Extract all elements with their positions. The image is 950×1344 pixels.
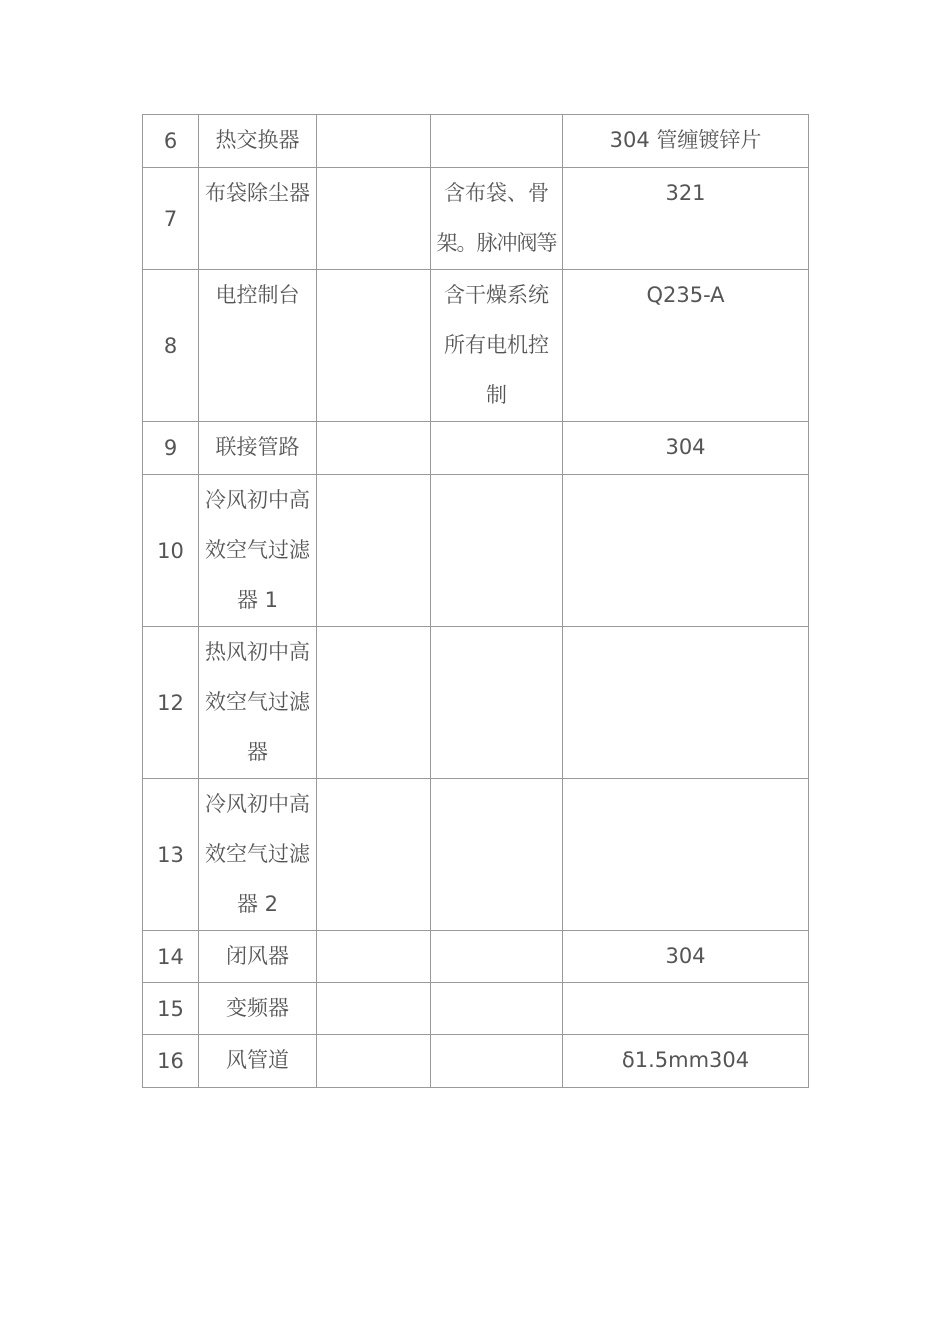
item-material-cell: [563, 779, 809, 931]
item-note-line: 含布袋、骨: [444, 181, 549, 205]
item-name-line: 冷风初中高: [205, 792, 310, 816]
item-name-line: 联接管路: [215, 435, 300, 459]
item-spec-cell: [317, 115, 431, 168]
table-row: [143, 627, 809, 779]
item-name-cell: [199, 115, 317, 168]
item-note-cell: [431, 931, 563, 983]
item-note-cell: [431, 168, 563, 270]
item-note-line: 架。脉冲阀等: [436, 231, 557, 255]
table-row: [143, 983, 809, 1035]
item-material-cell: [563, 983, 809, 1035]
item-spec-cell: [317, 983, 431, 1035]
item-material-cell: 304: [563, 422, 809, 475]
item-name-cell: [199, 931, 317, 983]
item-note-line: 制: [486, 383, 507, 407]
item-name-cell: [199, 475, 317, 627]
item-note-cell: [431, 983, 563, 1035]
item-spec-cell: [317, 270, 431, 422]
item-number-cell: 7: [143, 168, 199, 270]
item-spec-cell: [317, 422, 431, 475]
item-note-cell: [431, 270, 563, 422]
equipment-table-body: [143, 115, 809, 1088]
item-number-cell: 10: [143, 475, 199, 627]
item-material-cell: 304 管缠镀锌片: [563, 115, 809, 168]
item-spec-cell: [317, 779, 431, 931]
item-material-cell: [563, 627, 809, 779]
item-name-line: 冷风初中高: [205, 488, 310, 512]
item-spec-cell: [317, 475, 431, 627]
item-number-cell: 14: [143, 931, 199, 983]
item-name-cell: [199, 270, 317, 422]
item-material-cell: Q235-A: [563, 270, 809, 422]
item-number-cell: 9: [143, 422, 199, 475]
item-material-cell: 304: [563, 931, 809, 983]
item-note-cell: [431, 627, 563, 779]
item-material-cell: 321: [563, 168, 809, 270]
table-row: [143, 475, 809, 627]
item-name-cell: [199, 168, 317, 270]
item-spec-cell: [317, 627, 431, 779]
item-note-line: 含干燥系统: [444, 283, 549, 307]
item-number-cell: 12: [143, 627, 199, 779]
item-name-cell: [199, 779, 317, 931]
item-name-cell: [199, 983, 317, 1035]
item-name-line: 效空气过滤: [205, 690, 310, 714]
item-name-line: 变频器: [226, 996, 289, 1020]
item-number-cell: 16: [143, 1035, 199, 1088]
item-note-cell: [431, 422, 563, 475]
item-number-cell: 6: [143, 115, 199, 168]
item-note-cell: [431, 1035, 563, 1088]
item-note-cell: [431, 475, 563, 627]
item-name-line: 器 2: [236, 892, 279, 916]
item-number-cell: 13: [143, 779, 199, 931]
item-spec-cell: [317, 931, 431, 983]
item-name-line: 热交换器: [215, 128, 300, 152]
item-note-cell: [431, 779, 563, 931]
item-material-cell: [563, 475, 809, 627]
item-name-line: 闭风器: [226, 944, 289, 968]
item-note-line: 所有电机控: [444, 333, 549, 357]
table-row: [143, 168, 809, 270]
item-name-line: 风管道: [226, 1048, 289, 1072]
table-row: [143, 270, 809, 422]
item-name-cell: [199, 1035, 317, 1088]
table-row: [143, 779, 809, 931]
equipment-table: [142, 114, 809, 1088]
item-name-line: 效空气过滤: [205, 842, 310, 866]
item-spec-cell: [317, 1035, 431, 1088]
table-row: [143, 422, 809, 475]
item-number-cell: 8: [143, 270, 199, 422]
item-name-cell: [199, 422, 317, 475]
item-name-cell: [199, 627, 317, 779]
item-name-line: 器: [247, 740, 268, 764]
item-name-line: 效空气过滤: [205, 538, 310, 562]
table-row: [143, 1035, 809, 1088]
item-number-cell: 15: [143, 983, 199, 1035]
table-row: [143, 115, 809, 168]
item-name-line: 布袋除尘器: [205, 181, 310, 205]
item-spec-cell: [317, 168, 431, 270]
item-name-line: 电控制台: [215, 283, 300, 307]
item-name-line: 热风初中高: [205, 640, 310, 664]
item-note-cell: [431, 115, 563, 168]
item-name-line: 器 1: [236, 588, 279, 612]
table-row: [143, 931, 809, 983]
item-material-cell: δ1.5mm304: [563, 1035, 809, 1088]
